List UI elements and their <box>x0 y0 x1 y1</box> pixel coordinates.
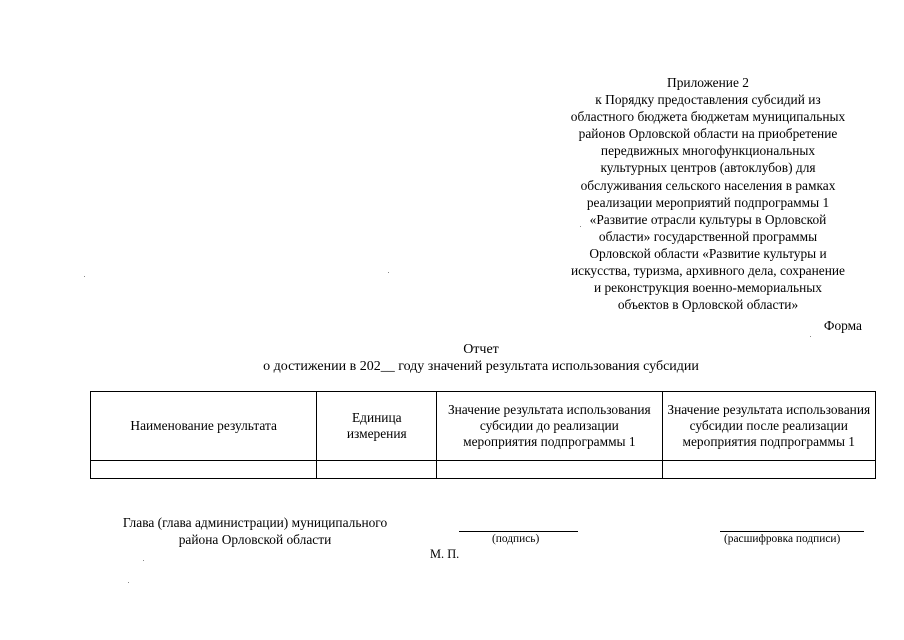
appendix-line: культурных центров (автоклубов) для <box>600 160 816 176</box>
table-row <box>91 461 876 479</box>
report-heading <box>0 341 904 375</box>
appendix-line: Орловской области «Развитие культуры и <box>589 245 827 261</box>
appendix-line: к Порядку предоставления субсидий из <box>595 92 821 108</box>
header-value-after: Значение результата использования субсидии после реализации мероприятия подпрограммы 1 <box>662 392 875 461</box>
appendix-line: областного бюджета бюджетам муниципальных <box>570 109 846 125</box>
scan-speck <box>388 272 389 273</box>
signature-line: района Орловской области <box>178 532 332 547</box>
signature-decode-caption: (расшифровка подписи) <box>724 533 841 545</box>
header-result-name: Наименование результата <box>91 392 317 461</box>
table-cell[interactable] <box>317 461 437 479</box>
appendix-line: реализации мероприятий подпрограммы 1 <box>586 194 830 210</box>
appendix-line: районов Орловской области на приобретение <box>578 126 838 142</box>
signature-line: Глава (глава администрации) муниципального <box>122 515 388 530</box>
report-title: Отчет <box>463 342 499 357</box>
appendix-line: передвижных многофункциональных <box>600 143 816 159</box>
appendix-line: и реконструкция военно-мемориальных <box>593 280 823 296</box>
signature-field[interactable] <box>459 531 578 532</box>
signature-title <box>90 514 420 548</box>
table-cell[interactable] <box>91 461 317 479</box>
appendix-header <box>548 74 868 313</box>
scan-speck <box>580 226 581 227</box>
appendix-line: обслуживания сельского населения в рамках <box>580 177 836 193</box>
scan-speck <box>128 582 129 583</box>
scan-speck <box>143 560 144 561</box>
header-unit: Единица измерения <box>317 392 437 461</box>
scan-speck <box>810 336 811 337</box>
table-header-row <box>91 392 876 461</box>
report-subtitle: о достижении в 202__ году значений результата использования субсидии <box>263 359 699 374</box>
form-label: Форма <box>823 318 862 333</box>
header-value-before: Значение результата использования субсидии до реализации мероприятия подпрограммы 1 <box>437 392 662 461</box>
results-table <box>90 391 876 479</box>
signature-decode-field[interactable] <box>720 531 864 532</box>
stamp-place: М. П. <box>430 547 460 561</box>
appendix-line: объектов в Орловской области» <box>617 297 799 313</box>
appendix-title: Приложение 2 <box>667 75 749 90</box>
appendix-line: искусства, туризма, архивного дела, сохранение <box>571 263 845 279</box>
appendix-line: «Развитие отрасли культуры в Орловской <box>589 211 827 227</box>
appendix-line: области» государственной программы <box>598 228 818 244</box>
scan-speck <box>84 276 85 277</box>
table-cell[interactable] <box>662 461 875 479</box>
table-cell[interactable] <box>437 461 662 479</box>
appendix-text <box>548 91 868 313</box>
signature-caption: (подпись) <box>492 533 540 545</box>
